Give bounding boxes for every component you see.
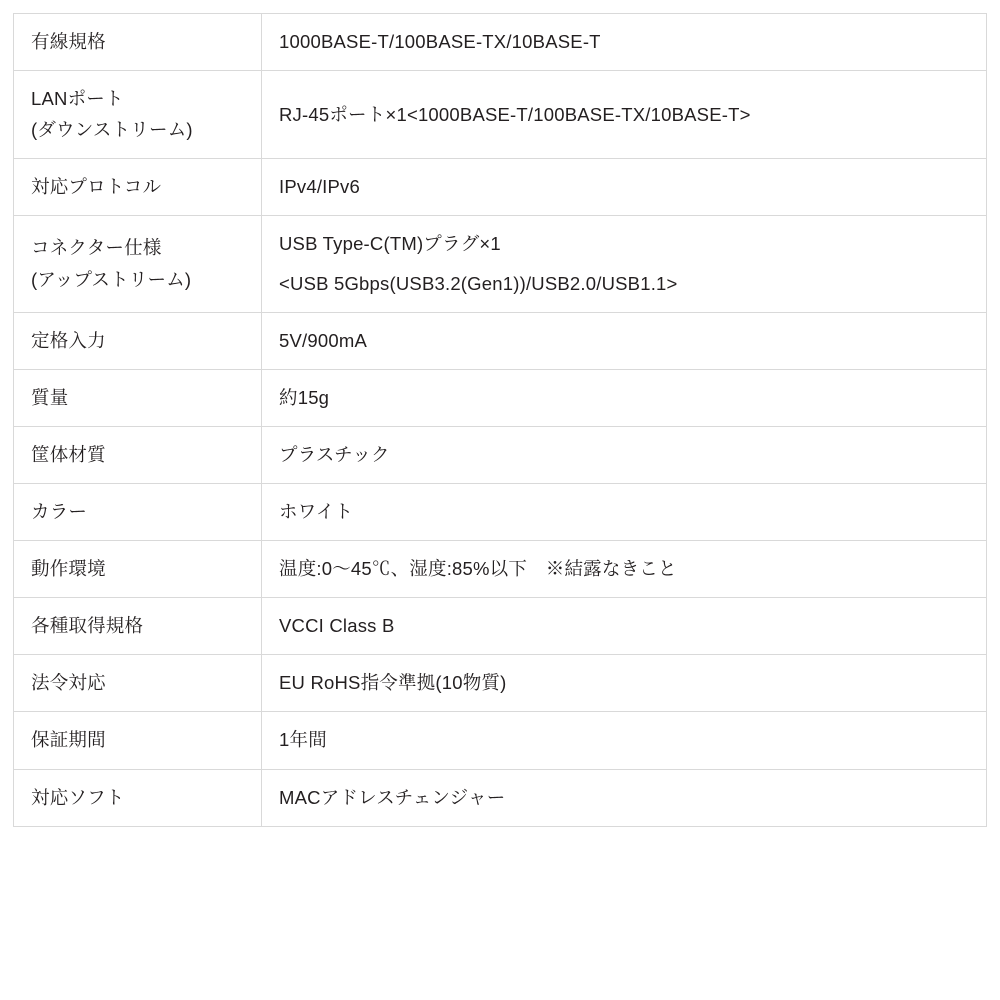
spec-value-cell xyxy=(262,14,987,71)
spec-value-line: 1000BASE-T/100BASE-TX/10BASE-T xyxy=(279,31,601,52)
spec-value-line: 1年間 xyxy=(279,729,327,751)
spec-value-line: プラスチック xyxy=(279,443,390,465)
spec-value-line: <USB 5Gbps(USB3.2(Gen1))/USB2.0/USB1.1> xyxy=(279,272,678,294)
spec-value-cell xyxy=(262,598,987,655)
spec-label-line: (アップストリーム) xyxy=(31,268,192,290)
spec-value-line: RJ-45ポート×1<1000BASE-T/100BASE-TX/10BASE-T> xyxy=(279,103,751,125)
specification-table-body xyxy=(14,14,987,827)
spec-value-cell xyxy=(262,426,987,483)
spec-value-cell xyxy=(262,216,987,312)
spec-label-line: 法令対応 xyxy=(31,672,106,694)
spec-value-cell xyxy=(262,312,987,369)
spec-label-cell xyxy=(14,426,262,483)
spec-value-line: 5V/900mA xyxy=(279,329,367,351)
spec-label-line: 筐体材質 xyxy=(31,443,106,465)
spec-label-line: 対応ソフト xyxy=(31,786,125,808)
spec-label-cell xyxy=(14,14,262,71)
spec-value-line: EU RoHS指令準拠(10物質) xyxy=(279,672,507,694)
spec-value-cell xyxy=(262,369,987,426)
table-row xyxy=(14,598,987,655)
spec-value-line: MACアドレスチェンジャー xyxy=(279,786,506,808)
spec-label-cell xyxy=(14,712,262,769)
spec-label-cell xyxy=(14,769,262,826)
spec-label-line: 定格入力 xyxy=(31,329,106,351)
spec-value-cell xyxy=(262,712,987,769)
spec-value-cell xyxy=(262,159,987,216)
spec-label-cell xyxy=(14,71,262,159)
spec-label-line: 保証期間 xyxy=(31,729,106,751)
spec-value-line: USB Type-C(TM)プラグ×1 xyxy=(279,233,501,255)
table-row xyxy=(14,483,987,540)
spec-value-cell xyxy=(262,769,987,826)
table-row xyxy=(14,312,987,369)
spec-label-line: (ダウンストリーム) xyxy=(31,119,193,141)
table-row xyxy=(14,541,987,598)
spec-label-line: 動作環境 xyxy=(31,558,106,580)
spec-value-line: 温度:0～45℃、湿度:85%以下 ※結露なきこと xyxy=(279,558,677,580)
spec-label-line: カラー xyxy=(31,500,88,522)
spec-label-cell xyxy=(14,369,262,426)
spec-label-cell xyxy=(14,483,262,540)
spec-label-line: 各種取得規格 xyxy=(31,615,144,637)
spec-value-line: ホワイト xyxy=(279,500,354,522)
table-row xyxy=(14,71,987,159)
table-row xyxy=(14,426,987,483)
spec-value-cell xyxy=(262,541,987,598)
spec-label-cell xyxy=(14,598,262,655)
table-row xyxy=(14,159,987,216)
spec-value-line: 約15g xyxy=(279,386,330,408)
table-row xyxy=(14,14,987,71)
table-row xyxy=(14,216,987,312)
table-row xyxy=(14,769,987,826)
spec-label-cell xyxy=(14,159,262,216)
spec-value-cell xyxy=(262,483,987,540)
spec-label-line: 対応プロトコル xyxy=(31,176,162,198)
spec-label-line: 質量 xyxy=(31,386,69,408)
table-row xyxy=(14,712,987,769)
spec-label-line: コネクター仕様 xyxy=(31,237,162,259)
spec-label-line: 有線規格 xyxy=(31,31,106,52)
specification-table xyxy=(13,13,987,827)
table-row xyxy=(14,655,987,712)
spec-value-cell xyxy=(262,71,987,159)
spec-label-cell xyxy=(14,312,262,369)
spec-label-cell xyxy=(14,541,262,598)
table-row xyxy=(14,369,987,426)
spec-label-line: LANポート xyxy=(31,88,124,110)
spec-value-line: VCCI Class B xyxy=(279,615,395,637)
spec-label-cell xyxy=(14,216,262,312)
spec-value-cell xyxy=(262,655,987,712)
spec-label-cell xyxy=(14,655,262,712)
spec-value-line: IPv4/IPv6 xyxy=(279,176,360,198)
